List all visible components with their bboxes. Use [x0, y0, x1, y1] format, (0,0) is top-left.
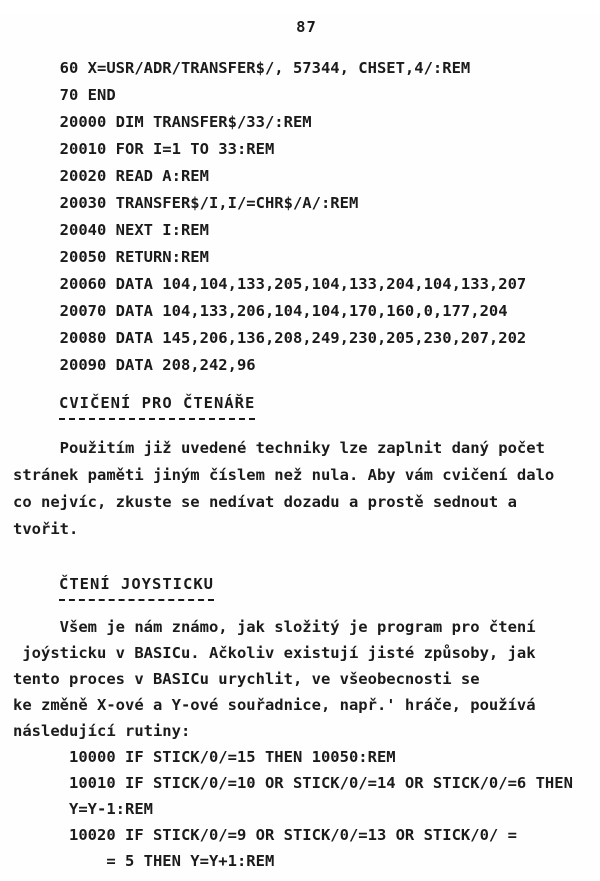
paragraph-line: ke změně X-ové a Y-ové souřadnice, např.' hráče, používá	[13, 696, 536, 714]
section-heading-joystick: ČTENÍ JOYSTICKU	[59, 571, 214, 601]
code-line: 20080 DATA 145,206,136,208,249,230,205,230,207,202	[13, 329, 527, 347]
page-number: 87	[296, 18, 317, 36]
code-line: 20090 DATA 208,242,96	[13, 356, 256, 374]
code-line: 20060 DATA 104,104,133,205,104,133,204,104,133,207	[13, 275, 527, 293]
code-line: = 5 THEN Y=Y+1:REM	[13, 852, 275, 870]
code-line: 10020 IF STICK/0/=9 OR STICK/0/=13 OR STICK/0/ =	[13, 826, 517, 844]
paragraph-line: joýsticku v BASICu. Ačkoliv existují jisté způsoby, jak	[13, 644, 536, 662]
section-heading-row	[13, 571, 600, 601]
section-heading-row	[13, 390, 600, 420]
code-line: Y=Y-1:REM	[13, 800, 153, 818]
code-line: 20040 NEXT I:REM	[13, 221, 209, 239]
paragraph-line: následující rutiny:	[13, 722, 191, 740]
code-line: 10000 IF STICK/0/=15 THEN 10050:REM	[13, 748, 396, 766]
code-line: 20000 DIM TRANSFER$/33/:REM	[13, 113, 312, 131]
paragraph-line: tvořit.	[13, 520, 79, 538]
code-line: 60 X=USR/ADR/TRANSFER$/, 57344, CHSET,4/:REM	[13, 59, 471, 77]
code-line: 20070 DATA 104,133,206,104,104,170,160,0,177,204	[13, 302, 508, 320]
code-line: 20010 FOR I=1 TO 33:REM	[13, 140, 275, 158]
paragraph-line: stránek paměti jiným číslem než nula. Aby vám cvičení dalo	[13, 466, 555, 484]
code-line: 70 END	[13, 86, 116, 104]
paragraph-line: co nejvíc, zkuste se nedívat dozadu a prostě sednout a	[13, 493, 517, 511]
paragraph-line: tento proces v BASICu urychlit, ve všeobecnosti se	[13, 670, 480, 688]
paragraph-line: Všem je nám známo, jak složitý je program pro čtení	[13, 618, 536, 636]
code-line: 20020 READ A:REM	[13, 167, 209, 185]
paragraph-exercise	[13, 435, 600, 543]
basic-listing-charset	[13, 55, 600, 379]
paragraph-line: Použitím již uvedené techniky lze zaplnit daný počet	[13, 439, 545, 457]
code-line: 20030 TRANSFER$/I,I/=CHR$/A/:REM	[13, 194, 359, 212]
section-heading-exercise: CVIČENÍ PRO ČTENÁŘE	[59, 390, 255, 420]
code-line: 20050 RETURN:REM	[13, 248, 209, 266]
paragraph-joystick	[13, 614, 600, 744]
code-line: 10010 IF STICK/0/=10 OR STICK/0/=14 OR STICK/0/=6 THEN	[13, 774, 573, 792]
basic-listing-joystick	[13, 744, 600, 874]
scanned-book-page	[0, 14, 600, 881]
